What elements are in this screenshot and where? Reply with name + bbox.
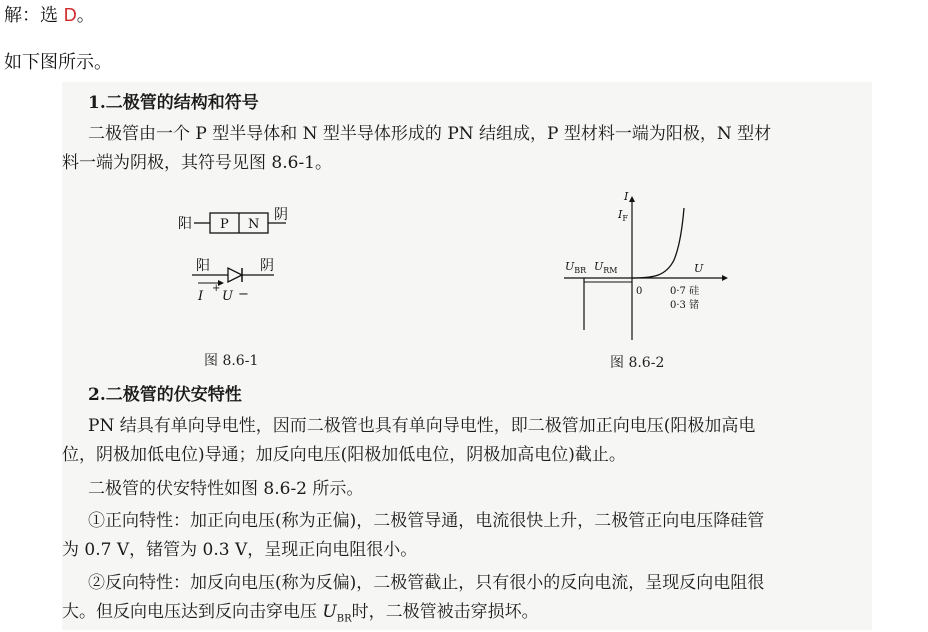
intro-text: 如下图所示。 xyxy=(4,52,112,73)
fig1-sym-cathode-label: 阴 xyxy=(260,258,274,274)
answer-choice: D xyxy=(63,5,77,25)
paragraph-structure-line1: 二极管由一个 P 型半导体和 N 型半导体形成的 PN 结组成，P 型材料一端为阳极，N 型材 xyxy=(88,124,772,144)
fig1-current-label: I xyxy=(198,289,204,304)
heading-structure: 1.二极管的结构和符号 xyxy=(88,93,259,113)
reverse-line2-text-a: 大。但反向电压达到反向击穿电压 xyxy=(62,602,323,622)
fig2-u-label: U xyxy=(694,262,704,275)
fig1-minus-sign: − xyxy=(238,287,249,302)
fig1-plus-sign: + xyxy=(212,283,221,294)
fig2-if-label: $I_F$ xyxy=(618,208,628,223)
answer-line xyxy=(4,0,95,31)
fig2-urm-label: $U_{RM}$ xyxy=(594,260,618,275)
fig2-germanium-label: 0·3 锗 xyxy=(670,300,700,311)
answer-prefix: 解：选 xyxy=(4,5,64,26)
figure-diode-structure xyxy=(162,207,312,307)
paragraph-forward-line1: ①正向特性：加正向电压(称为正偏)，二极管导通，电流很快上升，二极管正向电压降硅管 xyxy=(88,511,765,531)
ubr-subscript: BR xyxy=(336,613,352,625)
paragraph-iv-line1: PN 结具有单向导电性，因而二极管也具有单向导电性，即二极管加正向电压(阳极加高电 xyxy=(88,416,756,436)
fig2-i-label: I xyxy=(624,190,629,203)
reverse-line2-text-b: 时，二极管被击穿损坏。 xyxy=(351,602,539,622)
fig2-caption: 图 8.6-2 xyxy=(610,355,665,371)
fig2-i-axis-arrow-icon xyxy=(629,196,635,202)
ubr-symbol: U xyxy=(322,602,337,622)
answer-suffix: 。 xyxy=(76,5,95,26)
fig1-n-label: N xyxy=(248,217,260,232)
paragraph-forward-line2: 为 0.7 V，锗管为 0.3 V，呈现正向电阻很小。 xyxy=(62,540,418,560)
paragraph-iv-line2: 位，阴极加低电位)导通；加反向电压(阳极加低电位，阴极加高电位)截止。 xyxy=(62,445,626,465)
figure-iv-characteristic xyxy=(562,190,732,350)
fig1-anode-label: 阳 xyxy=(178,216,192,232)
fig2-u-axis-arrow-icon xyxy=(722,275,728,281)
paragraph-reverse-line2 xyxy=(62,601,539,630)
paragraph-reverse-line1: ②反向特性：加反向电压(称为反偏)，二极管截止，只有很小的反向电流，呈现反向电阻很 xyxy=(88,573,765,593)
diode-symbol-icon xyxy=(228,268,242,282)
fig1-cathode-label: 阴 xyxy=(274,207,288,223)
fig1-p-label: P xyxy=(220,217,229,232)
fig1-sym-anode-label: 阳 xyxy=(196,258,210,274)
fig1-voltage-label: U xyxy=(222,289,233,304)
fig1-caption: 图 8.6-1 xyxy=(204,353,259,369)
paragraph-figure-ref: 二极管的伏安特性如图 8.6-2 所示。 xyxy=(88,479,364,499)
scanned-textbook-page xyxy=(62,82,872,630)
fig2-forward-curve xyxy=(632,208,684,278)
fig2-origin-label: 0 xyxy=(636,286,643,297)
fig2-silicon-label: 0·7 硅 xyxy=(670,286,700,297)
paragraph-structure-line2: 料一端为阴极，其符号见图 8.6-1。 xyxy=(62,153,332,173)
fig2-ubr-label: $U_{BR}$ xyxy=(565,260,587,275)
heading-iv-characteristic: 2.二极管的伏安特性 xyxy=(88,385,242,405)
